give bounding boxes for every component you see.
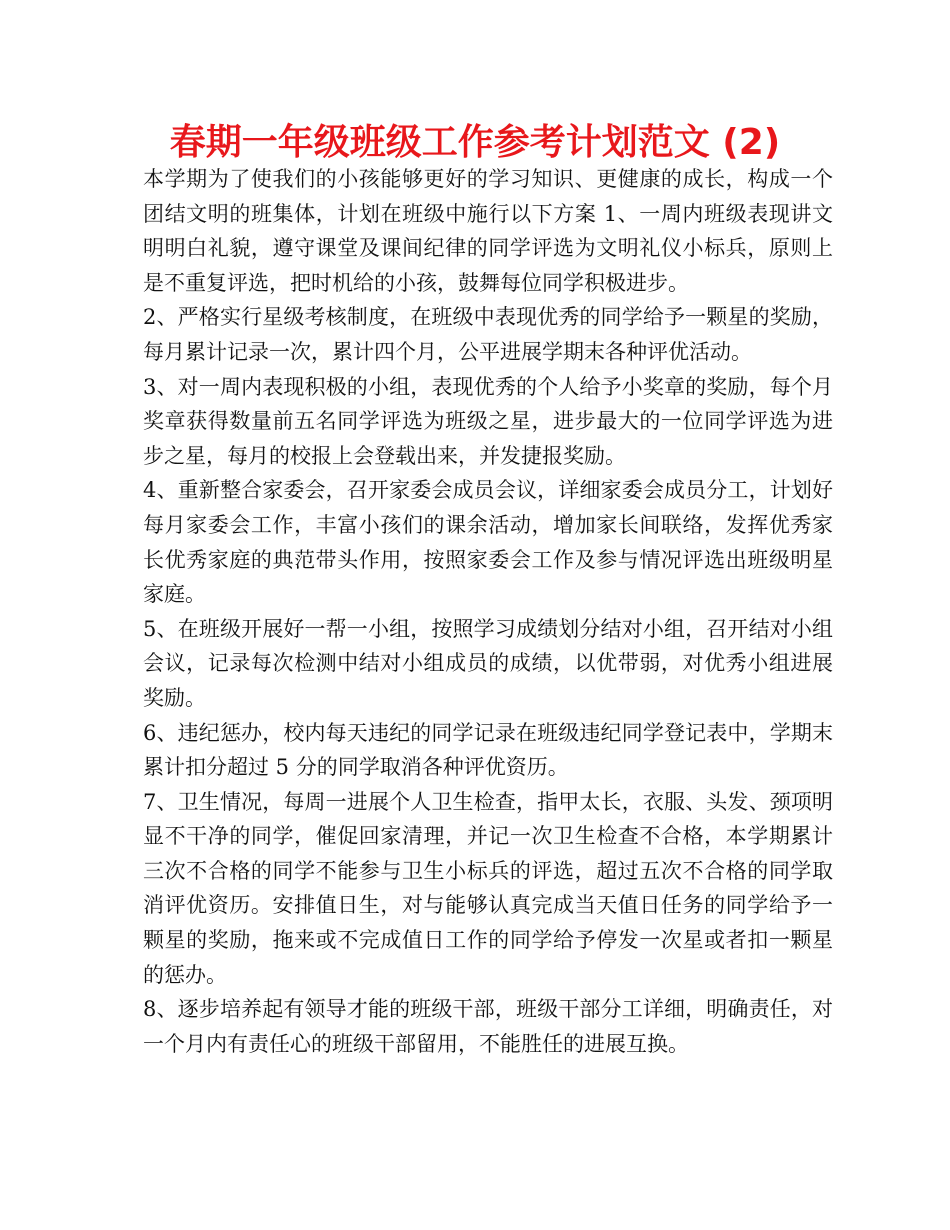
- paragraph-item-4: 4、重新整合家委会，召开家委会成员会议，详细家委会成员分工，计划好每月家委会工作，丰富小孩们的课余活动，增加家长间联络，发挥优秀家长优秀家庭的典范带头作用，按照家委会工作及参与情况评选出班级明星家庭。: [143, 478, 833, 607]
- paragraph-item-8: 8、逐步培养起有领导才能的班级干部，班级干部分工详细，明确责任，对一个月内有责任心的班级干部留用，不能胜任的进展互换。: [143, 997, 833, 1056]
- paragraph-item-6: 6、违纪惩办，校内每天违纪的同学记录在班级违纪同学登记表中，学期末累计扣分超过 5 分的同学取消各种评优资历。: [143, 720, 833, 780]
- paragraph-item-5: 5、在班级开展好一帮一小组，按照学习成绩划分结对小组，召开结对小组会议，记录每次检测中结对小组成员的成绩，以优带弱，对优秀小组进展奖励。: [143, 616, 833, 710]
- paragraph-item-3: 3、对一周内表现积极的小组，表现优秀的个人给予小奖章的奖励，每个月奖章获得数量前五名同学评选为班级之星，进步最大的一位同学评选为进步之星，每月的校报上会登载出来，并发捷报奖励。: [143, 374, 833, 468]
- paragraph-item-7: 7、卫生情况，每周一进展个人卫生检查，指甲太长，衣服、头发、颈项明显不干净的同学，催促回家清理，并记一次卫生检查不合格，本学期累计三次不合格的同学不能参与卫生小标兵的评选，超过五次不合格的同学取消评优资历。安排值日生，对与能够认真完成当天值日任务的同学给予一颗星的奖励，拖来或不完成值日工作的同学给予停发一次星或者扣一颗星的惩办。: [143, 789, 833, 987]
- paragraph-intro: 本学期为了使我们的小孩能够更好的学习知识、更健康的成长，构成一个团结文明的班集体，计划在班级中施行以下方案 1、一周内班级表现讲文明明白礼貌，遵守课堂及课间纪律的同学评选为文明礼仪小标兵，原则上是不重复评选，把时机给的小孩，鼓舞每位同学积极进步。: [143, 167, 833, 295]
- document-body: [143, 162, 833, 1061]
- document-title: 春期一年级班级工作参考计划范文 (2): [169, 122, 781, 163]
- paragraph-item-2: 2、严格实行星级考核制度，在班级中表现优秀的同学给予一颗星的奖励，每月累计记录一次，累计四个月，公平进展学期末各种评优活动。: [143, 305, 833, 364]
